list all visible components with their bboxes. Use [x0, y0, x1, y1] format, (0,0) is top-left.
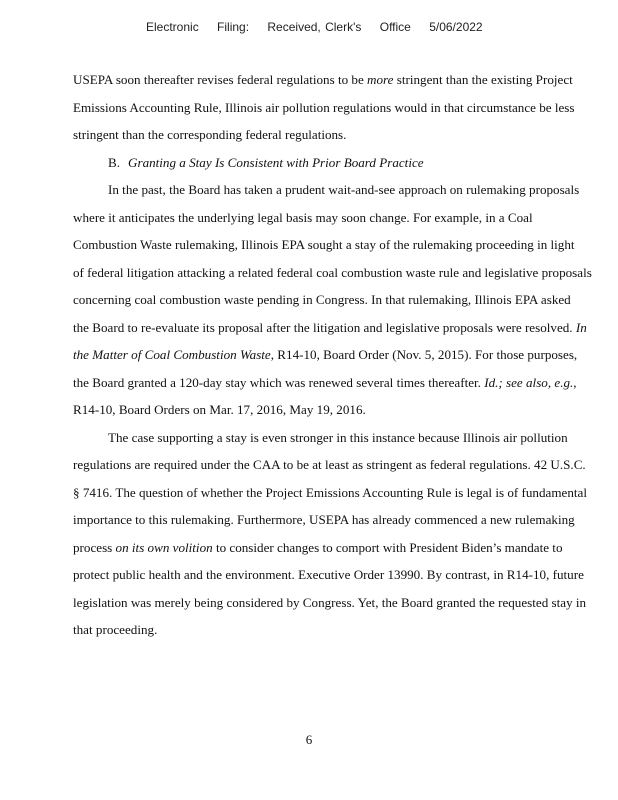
- stamp-part: Filing:: [217, 20, 250, 34]
- stamp-part: Electronic: [146, 20, 199, 34]
- text-line: where it anticipates the underlying legal basis may soon change. For example, in a Coal: [73, 209, 533, 225]
- section-title: Granting a Stay Is Consistent with Prior Board Practice: [128, 154, 424, 170]
- text-line: [73, 314, 587, 342]
- text-run: ,: [573, 374, 577, 390]
- text-line: [73, 534, 579, 562]
- text-line: protect public health and the environment. Executive Order 13990. By contrast, in R14-10, future: [73, 567, 584, 582]
- text-line: that proceeding.: [73, 622, 158, 637]
- section-heading: [73, 149, 579, 177]
- text-line: § 7416. The question of whether the Project Emissions Accounting Rule is legal is of fundamental: [73, 484, 587, 500]
- stamp-part: Office: [379, 20, 411, 34]
- case-citation: the Matter of Coal Combustion Waste: [73, 347, 271, 362]
- text-line: Combustion Waste rulemaking, Illinois EPA sought a stay of the rulemaking proceeding in light: [73, 237, 575, 252]
- text-line: regulations are required under the CAA to be at least as stringent as federal regulations. 42 U.S.C.: [73, 457, 586, 472]
- text-run: the Board granted a 120-day stay which was renewed several times thereafter.: [73, 374, 485, 390]
- page-number: 6: [305, 732, 313, 747]
- text-line: of federal litigation attacking a related federal coal combustion waste rule and legislative proposals: [73, 264, 592, 280]
- electronic-filing-stamp: [146, 20, 497, 34]
- text-line: stringent than the corresponding federal regulations.: [73, 127, 347, 142]
- text-run: , R14-10, Board Order (Nov. 5, 2015). For those purposes,: [270, 347, 578, 362]
- text-line: [73, 66, 579, 94]
- text-line: The case supporting a stay is even stronger in this instance because Illinois air pollution: [108, 429, 568, 445]
- text-run: stringent than the existing Project: [393, 72, 573, 87]
- emphasis-text: on its own volition: [115, 539, 213, 555]
- emphasis-text: more: [367, 72, 394, 87]
- text-line: importance to this rulemaking. Furthermore, USEPA has already commenced a new rulemaking: [73, 512, 575, 527]
- signal-citation: Id.; see also, e.g.: [484, 374, 574, 390]
- section-letter: B.: [108, 154, 121, 170]
- stamp-part: 5/06/2022: [429, 20, 483, 34]
- text-run: process: [73, 539, 116, 555]
- document-body: [73, 66, 592, 644]
- case-citation: In: [572, 319, 587, 335]
- text-line: Emissions Accounting Rule, Illinois air pollution regulations would in that circumstance be less: [73, 99, 575, 115]
- text-run: USEPA soon thereafter revises federal regulations to be: [73, 72, 368, 87]
- text-line: In the past, the Board has taken a prudent wait-and-see approach on rulemaking proposals: [108, 182, 580, 197]
- text-line: R14-10, Board Orders on Mar. 17, 2016, May 19, 2016.: [73, 402, 366, 417]
- text-line: [73, 369, 579, 397]
- text-line: [73, 341, 579, 369]
- stamp-part: Received, Clerk's: [267, 20, 362, 34]
- text-run: the Board to re-evaluate its proposal after the litigation and legislative proposals were resolved.: [73, 319, 573, 335]
- text-line: concerning coal combustion waste pending in Congress. In that rulemaking, Illinois EPA asked: [73, 292, 571, 307]
- text-line: legislation was merely being considered by Congress. Yet, the Board granted the requested stay in: [73, 594, 587, 610]
- text-run: to consider changes to comport with President Biden’s mandate to: [212, 539, 563, 555]
